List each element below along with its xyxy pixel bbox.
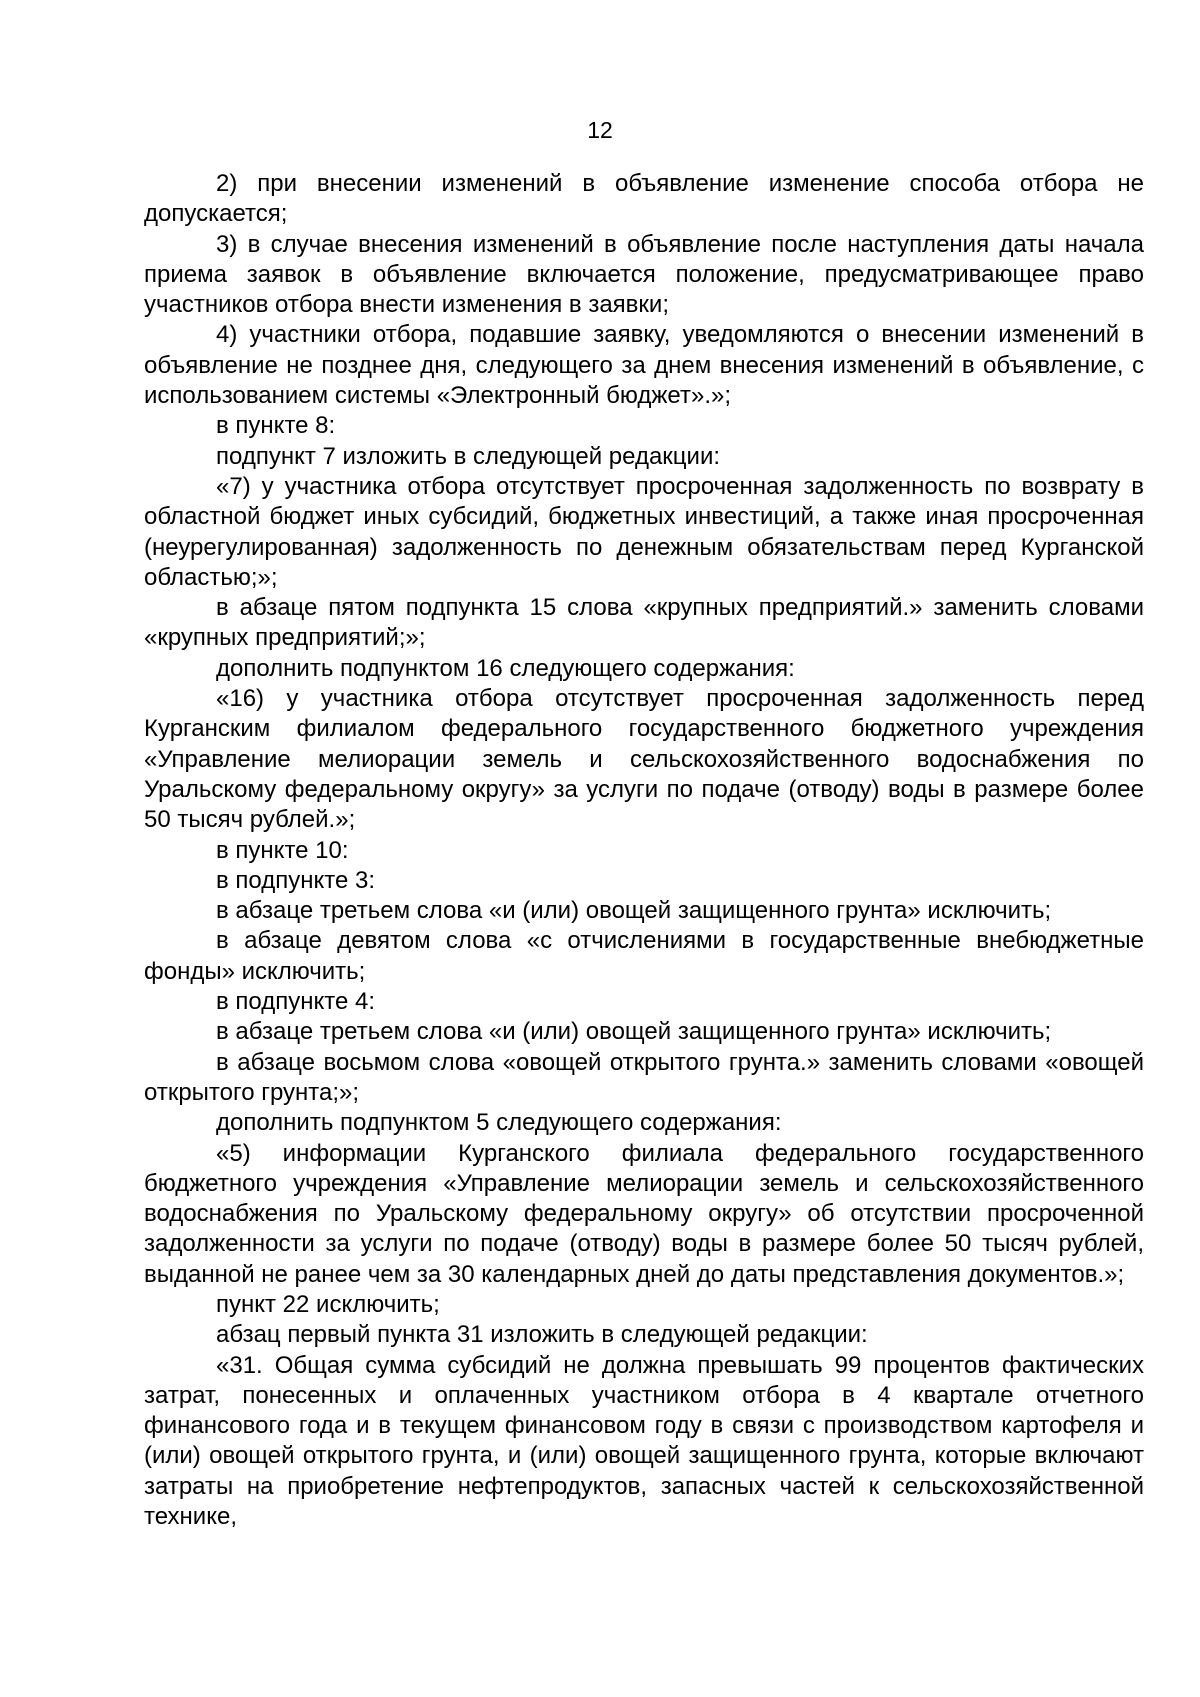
paragraph: в абзаце восьмом слова «овощей открытого грунта.» заменить словами «овощей открытого грунта;»; bbox=[144, 1048, 1144, 1106]
paragraph: «5) информации Курганского филиала федерального государственного бюджетного учреждения «Управление мелиорации земель и сельскохозяйственного водоснабжения по Уральскому федеральному округу» об отсутствии просроченной задолженности за услуги по подаче (отводу) воды в размере более 50 тысяч рублей, выданной не ранее чем за 30 календарных дней до даты представления документов.»; bbox=[144, 1139, 1144, 1288]
paragraph: в абзаце третьем слова «и (или) овощей защищенного грунта» исключить; bbox=[216, 1018, 1052, 1046]
page-number: 12 bbox=[587, 117, 613, 143]
paragraph: в пункте 10: bbox=[216, 836, 349, 864]
paragraph: 3) в случае внесения изменений в объявление после наступления даты начала приема заявок в объявление включается положение, предусматривающее право участников отбора внести изменения в заявки; bbox=[144, 230, 1144, 319]
paragraph: в подпункте 3: bbox=[216, 866, 376, 894]
paragraph: «7) у участника отбора отсутствует просроченная задолженность по возврату в областной бюджет иных субсидий, бюджетных инвестиций, а также иная просроченная (неурегулированная) задолженность по денежным обязательствам перед Курганской областью;»; bbox=[144, 472, 1144, 591]
paragraph: дополнить подпунктом 16 следующего содержания: bbox=[216, 654, 795, 682]
paragraph: 4) участники отбора, подавшие заявку, уведомляются о внесении изменений в объявление не позднее дня, следующего за днем внесения изменений в объявление, с использованием системы «Электронный бюджет».»; bbox=[144, 321, 1144, 410]
paragraph: 2) при внесении изменений в объявление изменение способа отбора не допускается; bbox=[144, 170, 1144, 228]
paragraph: абзац первый пункта 31 изложить в следующей редакции: bbox=[216, 1321, 868, 1349]
paragraph: «31. Общая сумма субсидий не должна превышать 99 процентов фактических затрат, понесенных и оплаченных участником отбора в 4 квартале отчетного финансового года и в текущем финансовом году в связи с производством картофеля и (или) овощей открытого грунта, и (или) овощей защищенного грунта, которые включают затраты на приобретение нефтепродуктов, запасных частей к сельскохозяйственной технике, bbox=[144, 1351, 1144, 1531]
paragraph: в пункте 8: bbox=[216, 412, 336, 440]
paragraph: в абзаце пятом подпункта 15 слова «крупных предприятий.» заменить словами «крупных предприятий;»; bbox=[144, 594, 1144, 652]
paragraph: дополнить подпунктом 5 следующего содержания: bbox=[216, 1109, 782, 1137]
document-body bbox=[144, 169, 1144, 1532]
paragraph: в подпункте 4: bbox=[216, 988, 376, 1016]
paragraph: в абзаце третьем слова «и (или) овощей защищенного грунта» исключить; bbox=[216, 897, 1052, 925]
paragraph: подпункт 7 изложить в следующей редакции: bbox=[216, 442, 721, 470]
paragraph: пункт 22 исключить; bbox=[216, 1290, 440, 1318]
paragraph: в абзаце девятом слова «с отчислениями в государственные внебюджетные фонды» исключить; bbox=[144, 927, 1144, 985]
paragraph: «16) у участника отбора отсутствует просроченная задолженность перед Курганским филиалом федерального государственного бюджетного учреждения «Управление мелиорации земель и сельскохозяйственного водоснабжения по Уральскому федеральному округу» за услуги по подаче (отводу) воды в размере более 50 тысяч рублей.»; bbox=[144, 685, 1144, 834]
